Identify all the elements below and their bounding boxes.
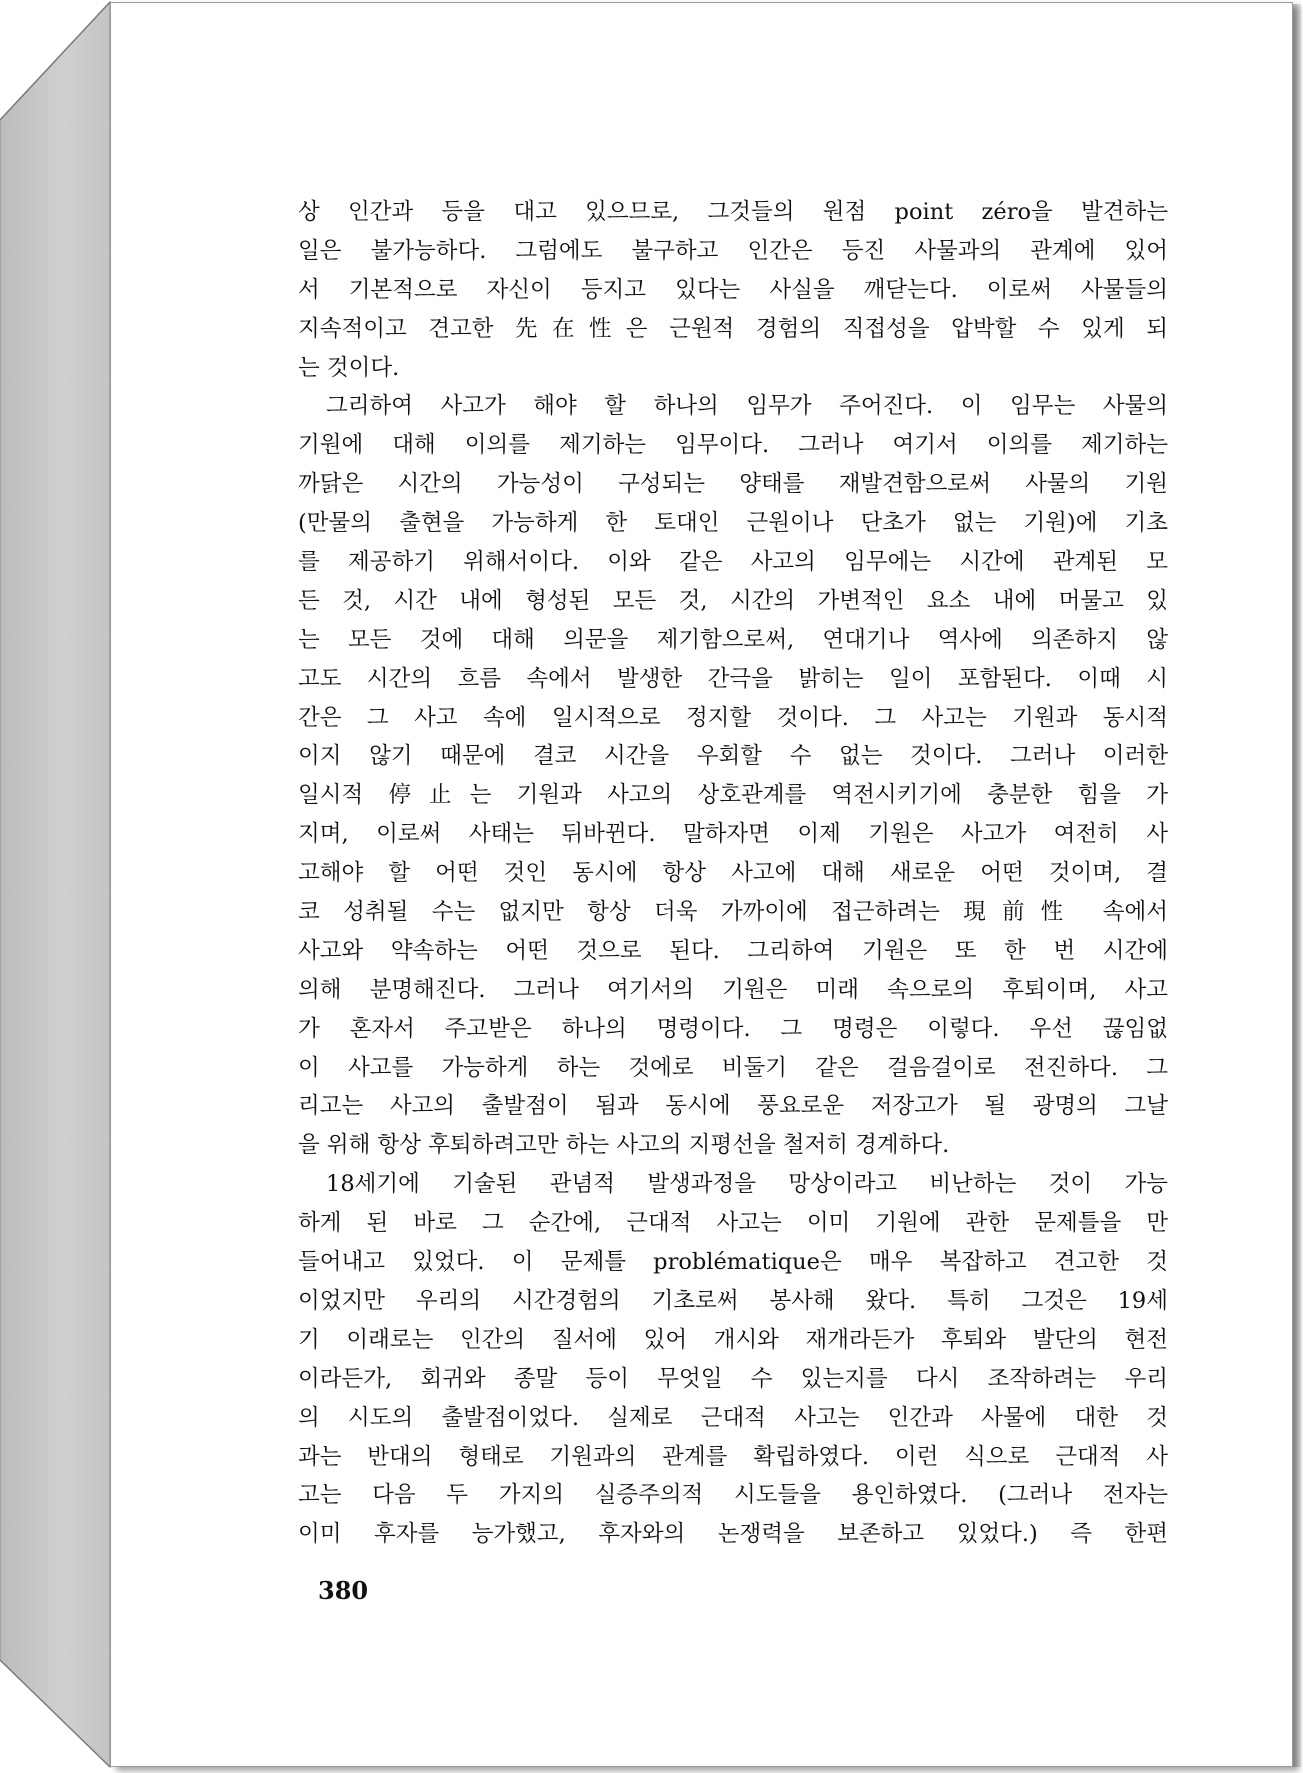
text-line: 들어내고 있었다. 이 문제틀 problématique은 매우 복잡하고 견고한 것 — [298, 1249, 1168, 1276]
paragraph — [298, 387, 1168, 1165]
text-line: 18세기에 기술된 관념적 발생과정을 망상이라고 비난하는 것이 가능 — [326, 1171, 1168, 1198]
text-line: 그리하여 사고가 해야 할 하나의 임무가 주어진다. 이 임무는 사물의 — [326, 393, 1168, 420]
text-line: 기 이래로는 인간의 질서에 있어 개시와 재개라든가 후퇴와 발단의 현전 — [298, 1326, 1168, 1353]
text-line: 상 인간과 등을 대고 있으므로, 그것들의 원점 point zéro을 발견하는 — [298, 199, 1168, 225]
text-line: 이지 않기 때문에 결코 시간을 우회할 수 없는 것이다. 그러나 이러한 — [298, 743, 1168, 770]
text-line: 과는 반대의 형태로 기원과의 관계를 확립하였다. 이런 식으로 근대적 사 — [298, 1443, 1168, 1470]
text-line: 이었지만 우리의 시간경험의 기초로써 봉사해 왔다. 특히 그것은 19세 — [298, 1287, 1168, 1314]
text-line: 코 성취될 수는 없지만 항상 더욱 가까이에 접근하려는 現前性 속에서 — [298, 899, 1168, 926]
page-number: 380 — [318, 1576, 369, 1605]
text-line: 리고는 사고의 출발점이 됨과 동시에 풍요로운 저장고가 될 광명의 그날 — [298, 1093, 1168, 1120]
text-line: 든 것, 시간 내에 형성된 모든 것, 시간의 가변적인 요소 내에 머물고 있 — [298, 587, 1168, 614]
text-line: 고해야 할 어떤 것인 동시에 항상 사고에 대해 새로운 어떤 것이며, 결 — [298, 860, 1168, 887]
text-line: 이라든가, 회귀와 종말 등이 무엇일 수 있는지를 다시 조작하려는 우리 — [298, 1365, 1168, 1392]
text-line: 지며, 이로써 사태는 뒤바뀐다. 말하자면 이제 기원은 사고가 여전히 사 — [298, 821, 1168, 848]
paragraph — [298, 1165, 1168, 1554]
text-line: 을 위해 항상 후퇴하려고만 하는 사고의 지평선을 철저히 경계하다. — [298, 1132, 950, 1159]
text-line: 일은 불가능하다. 그럼에도 불구하고 인간은 등진 사물과의 관계에 있어 — [298, 237, 1168, 264]
body-text — [298, 193, 1168, 1554]
text-line: 의해 분명해진다. 그러나 여기서의 기원은 미래 속으로의 후퇴이며, 사고 — [298, 976, 1168, 1003]
text-line: 지속적이고 견고한 先在性은 근원적 경험의 직접성을 압박할 수 있게 되 — [298, 315, 1168, 342]
paragraph — [298, 193, 1168, 387]
text-line: 는 모든 것에 대해 의문을 제기함으로써, 연대기나 역사에 의존하지 않 — [298, 626, 1168, 653]
text-line: 까닭은 시간의 가능성이 구성되는 양태를 재발견함으로써 사물의 기원 — [298, 471, 1168, 498]
text-line: 가 혼자서 주고받은 하나의 명령이다. 그 명령은 이렇다. 우선 끊임없 — [298, 1015, 1168, 1042]
text-line: (만물의 출현을 가능하게 한 토대인 근원이나 단초가 없는 기원)에 기초 — [298, 510, 1168, 537]
text-line: 사고와 약속하는 어떤 것으로 된다. 그리하여 기원은 또 한 번 시간에 — [298, 937, 1168, 964]
text-line: 를 제공하기 위해서이다. 이와 같은 사고의 임무에는 시간에 관계된 모 — [298, 549, 1168, 576]
text-line: 의 시도의 출발점이었다. 실제로 근대적 사고는 인간과 사물에 대한 것 — [298, 1404, 1168, 1431]
text-line: 는 것이다. — [298, 354, 400, 381]
text-line: 고는 다음 두 가지의 실증주의적 시도들을 용인하였다. (그러나 전자는 — [298, 1482, 1168, 1509]
text-line: 고도 시간의 흐름 속에서 발생한 간극을 밝히는 일이 포함된다. 이때 시 — [298, 665, 1168, 692]
text-line: 이미 후자를 능가했고, 후자와의 논쟁력을 보존하고 있었다.) 즉 한편 — [298, 1521, 1168, 1548]
text-line: 이 사고를 가능하게 하는 것에로 비둘기 같은 걸음걸이로 전진하다. 그 — [298, 1054, 1168, 1081]
text-line: 기원에 대해 이의를 제기하는 임무이다. 그러나 여기서 이의를 제기하는 — [298, 432, 1168, 459]
text-line: 간은 그 사고 속에 일시적으로 정지할 것이다. 그 사고는 기원과 동시적 — [298, 704, 1168, 731]
text-line: 하게 된 바로 그 순간에, 근대적 사고는 이미 기원에 관한 문제틀을 만 — [298, 1210, 1168, 1237]
text-line: 서 기본적으로 자신이 등지고 있다는 사실을 깨닫는다. 이로써 사물들의 — [298, 276, 1168, 303]
text-line: 일시적 停止는 기원과 사고의 상호관계를 역전시키기에 충분한 힘을 가 — [298, 782, 1168, 809]
